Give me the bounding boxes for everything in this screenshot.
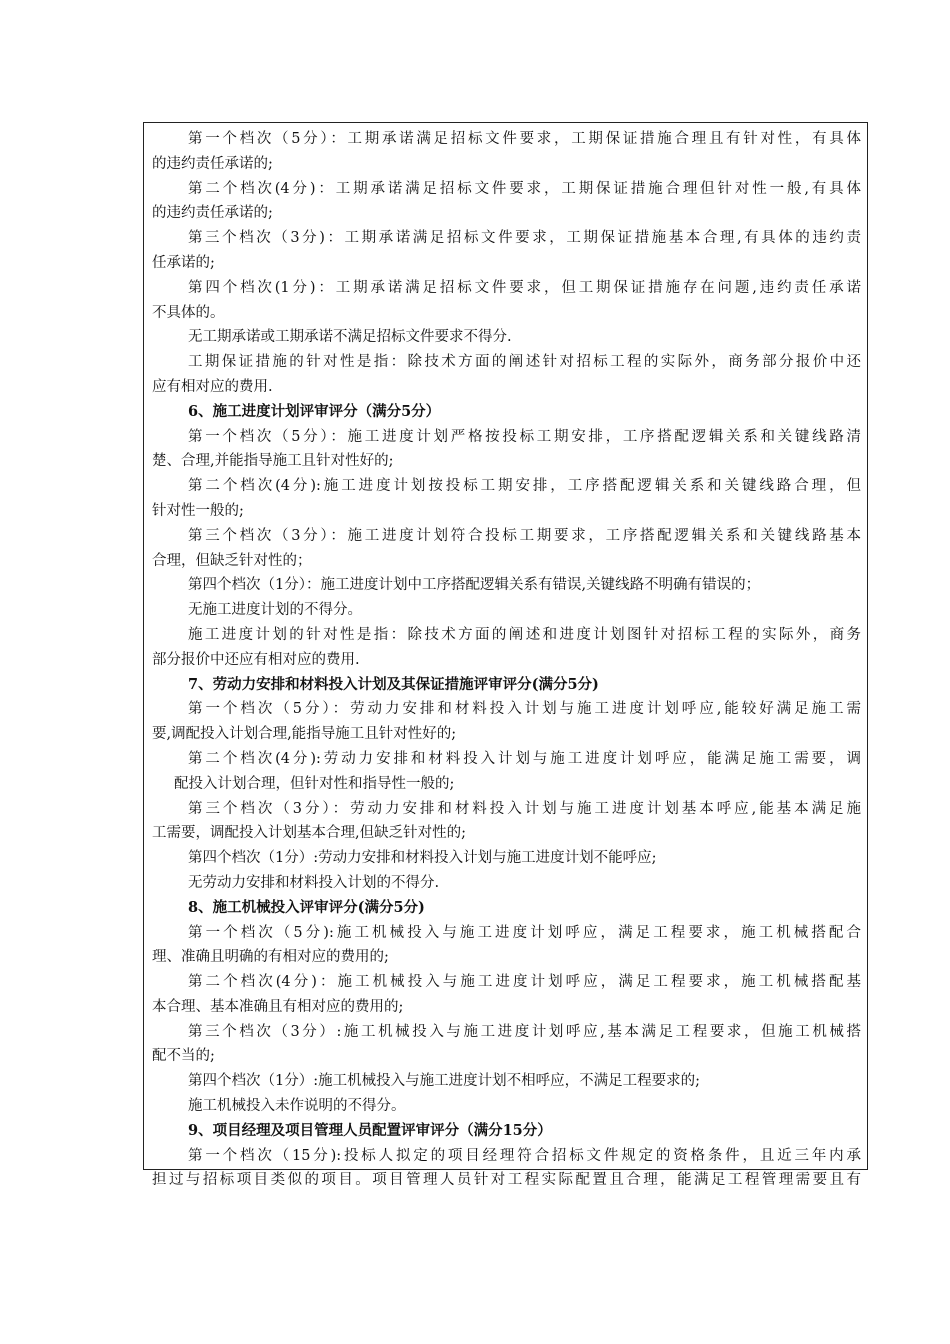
text-line: 第二个档次(4分)：施工机械投入与施工进度计划呼应，满足工程要求，施工机械搭配基 — [188, 974, 861, 991]
text-line: 第三个档次（3分)：工期承诺满足招标文件要求，工期保证措施基本合理,有具体的违约责 — [188, 230, 861, 247]
text-line: 担过与招标项目类似的项目。项目管理人员针对工程实际配置且合理，能满足工程管理需要且有 — [152, 1172, 861, 1189]
text-line: 不具体的。 — [152, 304, 225, 321]
text-line: 的违约责任承诺的; — [152, 205, 273, 222]
text-line: 应有相对应的费用. — [152, 378, 273, 395]
text-line: 施工机械投入未作说明的不得分。 — [188, 1098, 406, 1115]
text-line: 第四个档次（1分）:施工机械投入与施工进度计划不相呼应，不满足工程要求的; — [188, 1073, 700, 1090]
text-line: 第二个档次(4分):劳动力安排和材料投入计划与施工进度计划呼应，能满足施工需要，调 — [188, 750, 861, 767]
text-line: 第四个档次（1分）:劳动力安排和材料投入计划与施工进度计划不能呼应; — [188, 850, 657, 867]
text-line: 无工期承诺或工期承诺不满足招标文件要求不得分. — [188, 329, 512, 346]
text-line: 工需要，调配投入计划基本合理,但缺乏针对性的; — [152, 825, 466, 842]
text-line: 工期保证措施的针对性是指：除技术方面的阐述针对招标工程的实际外，商务部分报价中还 — [188, 354, 861, 371]
text-line: 第一个档次（5分）：工期承诺满足招标文件要求，工期保证措施合理且有针对性，有具体 — [188, 131, 861, 147]
text-line: 的违约责任承诺的; — [152, 155, 273, 172]
text-line: 任承诺的; — [152, 254, 215, 271]
text-line: 无施工进度计划的不得分。 — [188, 602, 362, 619]
text-line: 理、准确且明确的有相对应的费用的; — [152, 949, 389, 966]
text-line: 配投入计划合理，但针对性和指导性一般的; — [174, 775, 455, 792]
document-body — [144, 127, 869, 1193]
section-heading: 7、劳动力安排和材料投入计划及其保证措施评审评分(满分5分) — [188, 675, 599, 693]
section-heading: 8、施工机械投入评审评分(满分5分) — [188, 898, 425, 916]
text-line: 楚、合理,并能指导施工且针对性好的; — [152, 453, 394, 470]
text-line: 第二个档次(4分)：工期承诺满足招标文件要求，工期保证措施合理但针对性一般,有具体 — [188, 180, 861, 197]
text-line: 配不当的; — [152, 1048, 215, 1065]
text-line: 第一个档次（5分）：劳动力安排和材料投入计划与施工进度计划呼应,能较好满足施工需 — [188, 701, 861, 718]
text-line: 部分报价中还应有相对应的费用. — [152, 651, 360, 668]
text-line: 施工进度计划的针对性是指：除技术方面的阐述和进度计划图针对招标工程的实际外，商务 — [188, 626, 861, 643]
text-line: 合理，但缺乏针对性的； — [152, 552, 312, 569]
text-line: 第三个档次（3分）:施工机械投入与施工进度计划呼应,基本满足工程要求，但施工机械搭 — [188, 1023, 861, 1040]
text-line: 第四个档次（1分）：施工进度计划中工序搭配逻辑关系有错误,关键线路不明确有错误的； — [188, 577, 761, 594]
document-table-cell — [143, 122, 868, 1189]
text-line: 第一个档次（5分):施工机械投入与施工进度计划呼应，满足工程要求，施工机械搭配合 — [188, 924, 861, 941]
text-line: 要,调配投入计划合理,能指导施工且针对性好的; — [152, 726, 457, 743]
text-line: 本合理、基本准确且有相对应的费用的; — [152, 998, 404, 1015]
text-line: 第三个档次（3分）：施工进度计划符合投标工期要求，工序搭配逻辑关系和关键线路基本 — [188, 527, 861, 544]
text-line: 第二个档次(4分):施工进度计划按投标工期安排，工序搭配逻辑关系和关键线路合理，但 — [188, 478, 861, 495]
text-line: 针对性一般的; — [152, 502, 244, 519]
text-line: 第三个档次（3分）：劳动力安排和材料投入计划与施工进度计划基本呼应,能基本满足施 — [188, 800, 861, 817]
section-heading: 6、施工进度计划评审评分（满分5分） — [188, 402, 441, 420]
text-line: 无劳动力安排和材料投入计划的不得分. — [188, 874, 440, 891]
text-line: 第一个档次（5分）：施工进度计划严格按投标工期安排，工序搭配逻辑关系和关键线路清 — [188, 428, 861, 445]
section-heading: 9、项目经理及项目管理人员配置评审评分（满分15分） — [188, 1121, 552, 1139]
text-line: 第一个档次（15分):投标人拟定的项目经理符合招标文件规定的资格条件，且近三年内承 — [188, 1147, 861, 1164]
text-line: 第四个档次(1分)：工期承诺满足招标文件要求，但工期保证措施存在问题,违约责任承诺 — [188, 279, 861, 296]
